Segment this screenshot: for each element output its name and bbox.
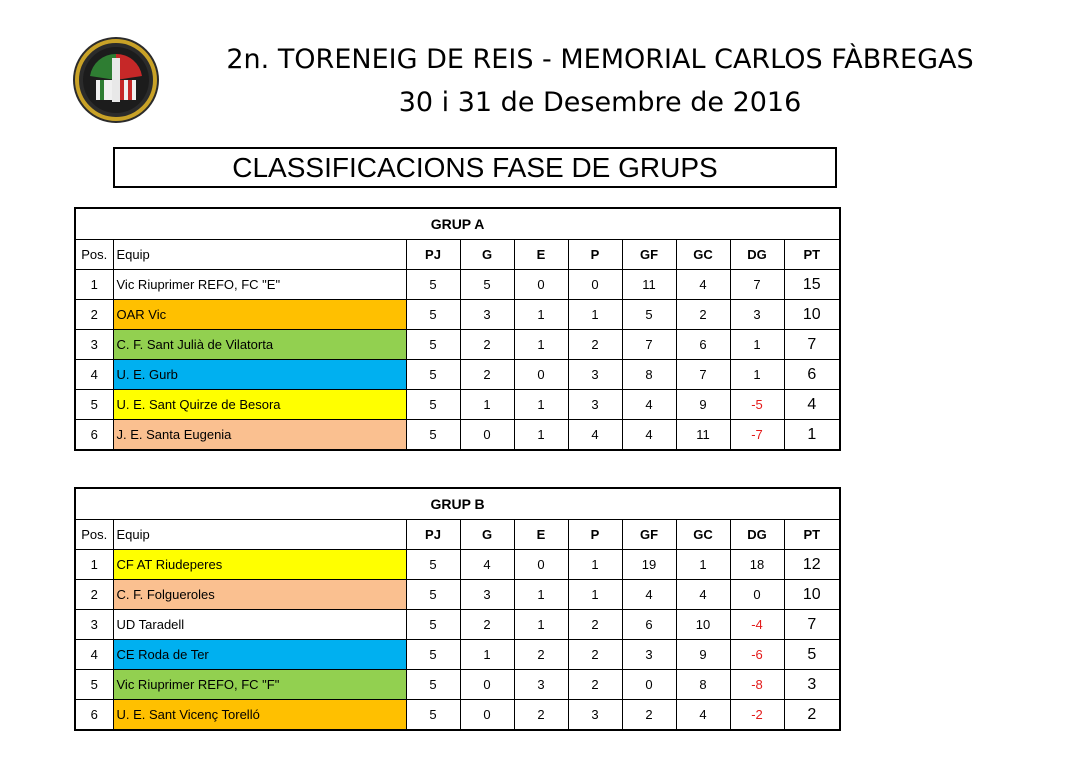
cell-team: C. F. Sant Julià de Vilatorta xyxy=(113,330,406,360)
tournament-dates: 30 i 31 de Desembre de 2016 xyxy=(398,87,802,118)
cell-gf: 0 xyxy=(622,670,676,700)
cell-p: 2 xyxy=(568,640,622,670)
cell-pt: 4 xyxy=(784,390,840,420)
table-row xyxy=(75,640,840,670)
group-a-heading: GRUP A xyxy=(75,208,840,240)
table-row xyxy=(75,580,840,610)
section-title: CLASSIFICACIONS FASE DE GRUPS xyxy=(113,147,837,188)
cell-pos: 1 xyxy=(75,270,113,300)
cell-team: U. E. Sant Vicenç Torelló xyxy=(113,700,406,731)
cell-gf: 4 xyxy=(622,390,676,420)
cell-g: 0 xyxy=(460,700,514,731)
cell-p: 1 xyxy=(568,550,622,580)
club-logo-icon xyxy=(72,36,160,124)
cell-g: 0 xyxy=(460,420,514,451)
col-g-header: G xyxy=(460,520,514,550)
header-row xyxy=(75,240,840,270)
cell-e: 1 xyxy=(514,580,568,610)
cell-pt: 2 xyxy=(784,700,840,731)
cell-pj: 5 xyxy=(406,670,460,700)
cell-pj: 5 xyxy=(406,360,460,390)
cell-e: 1 xyxy=(514,420,568,451)
col-dg-header: DG xyxy=(730,520,784,550)
cell-pt: 10 xyxy=(784,300,840,330)
cell-gc: 4 xyxy=(676,580,730,610)
table-row xyxy=(75,670,840,700)
cell-dg: 18 xyxy=(730,550,784,580)
cell-dg: 1 xyxy=(730,330,784,360)
cell-g: 4 xyxy=(460,550,514,580)
cell-g: 5 xyxy=(460,270,514,300)
table-row xyxy=(75,360,840,390)
col-pos-header: Pos. xyxy=(75,520,113,550)
cell-g: 2 xyxy=(460,330,514,360)
cell-pos: 2 xyxy=(75,300,113,330)
cell-pj: 5 xyxy=(406,550,460,580)
cell-team: Vic Riuprimer REFO, FC "E" xyxy=(113,270,406,300)
cell-dg: 3 xyxy=(730,300,784,330)
table-row xyxy=(75,550,840,580)
group-b-table xyxy=(74,487,841,731)
cell-gc: 4 xyxy=(676,700,730,731)
cell-g: 3 xyxy=(460,580,514,610)
cell-dg: 1 xyxy=(730,360,784,390)
cell-e: 1 xyxy=(514,300,568,330)
table-row xyxy=(75,270,840,300)
cell-gc: 9 xyxy=(676,640,730,670)
col-p-header: P xyxy=(568,240,622,270)
cell-gc: 6 xyxy=(676,330,730,360)
cell-pj: 5 xyxy=(406,300,460,330)
cell-pj: 5 xyxy=(406,580,460,610)
cell-gf: 2 xyxy=(622,700,676,731)
col-team-header: Equip xyxy=(113,520,406,550)
cell-pj: 5 xyxy=(406,640,460,670)
table-row xyxy=(75,610,840,640)
cell-team: OAR Vic xyxy=(113,300,406,330)
cell-team: U. E. Gurb xyxy=(113,360,406,390)
col-g-header: G xyxy=(460,240,514,270)
cell-p: 2 xyxy=(568,670,622,700)
cell-gf: 6 xyxy=(622,610,676,640)
cell-gc: 10 xyxy=(676,610,730,640)
cell-pt: 7 xyxy=(784,330,840,360)
cell-pt: 10 xyxy=(784,580,840,610)
cell-pj: 5 xyxy=(406,330,460,360)
col-gf-header: GF xyxy=(622,240,676,270)
cell-team: CE Roda de Ter xyxy=(113,640,406,670)
col-pt-header: PT xyxy=(784,240,840,270)
cell-team: CF AT Riudeperes xyxy=(113,550,406,580)
cell-pos: 6 xyxy=(75,420,113,451)
cell-dg: -5 xyxy=(730,390,784,420)
cell-p: 2 xyxy=(568,330,622,360)
cell-e: 0 xyxy=(514,360,568,390)
cell-dg: 0 xyxy=(730,580,784,610)
cell-pj: 5 xyxy=(406,610,460,640)
col-team-header: Equip xyxy=(113,240,406,270)
cell-dg: -4 xyxy=(730,610,784,640)
col-gf-header: GF xyxy=(622,520,676,550)
cell-dg: -7 xyxy=(730,420,784,451)
cell-pt: 7 xyxy=(784,610,840,640)
cell-pj: 5 xyxy=(406,700,460,731)
cell-e: 2 xyxy=(514,640,568,670)
cell-pt: 3 xyxy=(784,670,840,700)
table-row xyxy=(75,700,840,731)
cell-pos: 3 xyxy=(75,330,113,360)
cell-pos: 6 xyxy=(75,700,113,731)
cell-pt: 1 xyxy=(784,420,840,451)
cell-gf: 7 xyxy=(622,330,676,360)
cell-pos: 5 xyxy=(75,390,113,420)
cell-gf: 11 xyxy=(622,270,676,300)
cell-pt: 6 xyxy=(784,360,840,390)
col-pj-header: PJ xyxy=(406,520,460,550)
cell-gc: 9 xyxy=(676,390,730,420)
cell-g: 1 xyxy=(460,640,514,670)
col-dg-header: DG xyxy=(730,240,784,270)
cell-gc: 1 xyxy=(676,550,730,580)
tournament-title: 2n. TORENEIG DE REIS - MEMORIAL CARLOS FÀBREGAS xyxy=(226,44,974,75)
cell-pos: 1 xyxy=(75,550,113,580)
cell-gf: 3 xyxy=(622,640,676,670)
cell-p: 3 xyxy=(568,700,622,731)
cell-e: 0 xyxy=(514,550,568,580)
cell-p: 3 xyxy=(568,390,622,420)
cell-gf: 4 xyxy=(622,420,676,451)
cell-pt: 15 xyxy=(784,270,840,300)
cell-team: Vic Riuprimer REFO, FC "F" xyxy=(113,670,406,700)
cell-gc: 8 xyxy=(676,670,730,700)
cell-team: J. E. Santa Eugenia xyxy=(113,420,406,451)
cell-gf: 19 xyxy=(622,550,676,580)
cell-e: 2 xyxy=(514,700,568,731)
cell-gc: 4 xyxy=(676,270,730,300)
cell-pos: 3 xyxy=(75,610,113,640)
cell-g: 0 xyxy=(460,670,514,700)
cell-p: 2 xyxy=(568,610,622,640)
col-e-header: E xyxy=(514,520,568,550)
cell-gc: 2 xyxy=(676,300,730,330)
cell-gf: 4 xyxy=(622,580,676,610)
cell-p: 4 xyxy=(568,420,622,451)
cell-team: UD Taradell xyxy=(113,610,406,640)
header-row xyxy=(75,520,840,550)
col-e-header: E xyxy=(514,240,568,270)
col-p-header: P xyxy=(568,520,622,550)
cell-pos: 4 xyxy=(75,640,113,670)
col-pt-header: PT xyxy=(784,520,840,550)
cell-pos: 2 xyxy=(75,580,113,610)
table-row xyxy=(75,300,840,330)
cell-pj: 5 xyxy=(406,390,460,420)
col-pos-header: Pos. xyxy=(75,240,113,270)
table-row xyxy=(75,390,840,420)
cell-gf: 5 xyxy=(622,300,676,330)
cell-pj: 5 xyxy=(406,270,460,300)
cell-gc: 11 xyxy=(676,420,730,451)
cell-g: 3 xyxy=(460,300,514,330)
cell-p: 1 xyxy=(568,580,622,610)
cell-dg: 7 xyxy=(730,270,784,300)
cell-g: 1 xyxy=(460,390,514,420)
cell-pt: 5 xyxy=(784,640,840,670)
cell-dg: -6 xyxy=(730,640,784,670)
cell-p: 3 xyxy=(568,360,622,390)
col-pj-header: PJ xyxy=(406,240,460,270)
cell-dg: -2 xyxy=(730,700,784,731)
cell-dg: -8 xyxy=(730,670,784,700)
cell-team: C. F. Folgueroles xyxy=(113,580,406,610)
table-row xyxy=(75,420,840,451)
group-b-heading: GRUP B xyxy=(75,488,840,520)
cell-e: 0 xyxy=(514,270,568,300)
cell-p: 0 xyxy=(568,270,622,300)
cell-pj: 5 xyxy=(406,420,460,451)
col-gc-header: GC xyxy=(676,520,730,550)
cell-g: 2 xyxy=(460,610,514,640)
cell-pt: 12 xyxy=(784,550,840,580)
group-a-table xyxy=(74,207,841,451)
cell-e: 1 xyxy=(514,330,568,360)
cell-gc: 7 xyxy=(676,360,730,390)
cell-e: 1 xyxy=(514,610,568,640)
col-gc-header: GC xyxy=(676,240,730,270)
cell-e: 3 xyxy=(514,670,568,700)
cell-pos: 4 xyxy=(75,360,113,390)
cell-gf: 8 xyxy=(622,360,676,390)
cell-e: 1 xyxy=(514,390,568,420)
cell-team: U. E. Sant Quirze de Besora xyxy=(113,390,406,420)
table-row xyxy=(75,330,840,360)
cell-g: 2 xyxy=(460,360,514,390)
cell-pos: 5 xyxy=(75,670,113,700)
cell-p: 1 xyxy=(568,300,622,330)
